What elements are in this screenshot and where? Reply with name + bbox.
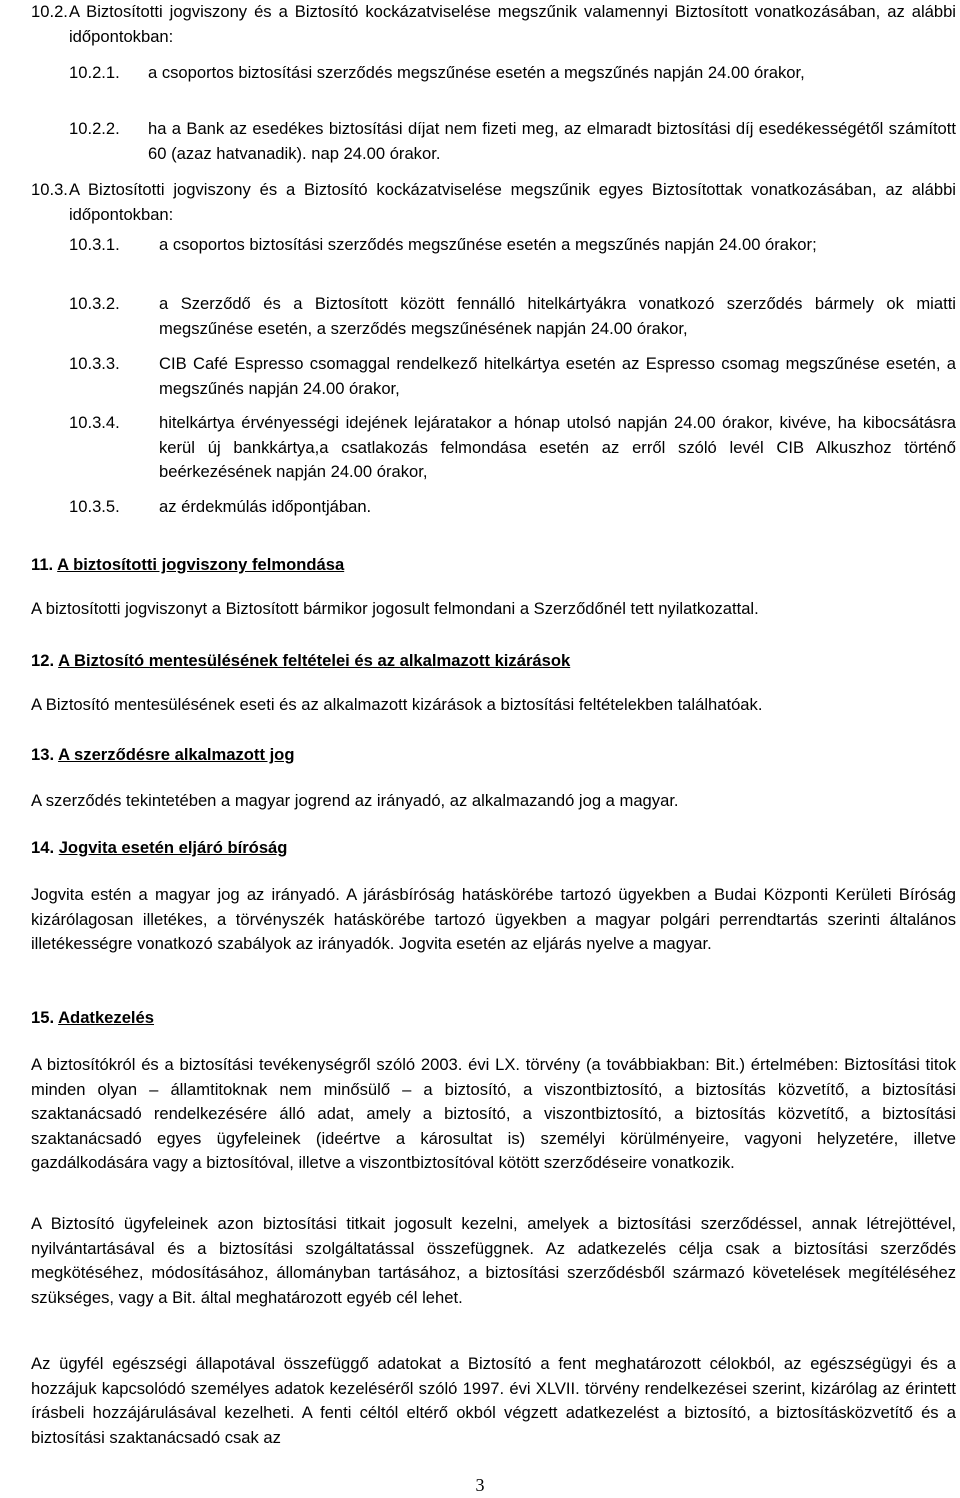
section-body: A Biztosító mentesülésének eseti és az alkalmazott kizárások a biztosítási feltételekben találhatóak. <box>31 695 763 714</box>
item-number: 10.3.5. <box>69 497 120 516</box>
item-text: ha a Bank az esedékes biztosítási díjat nem fizeti meg, az elmaradt biztosítási díj esedékességétől számított 60 (azaz hatvanadik). nap 24.00 órakor. <box>148 119 956 163</box>
section-paragraph: A Biztosító ügyfeleinek azon biztosítási titkait jogosult kezelni, amelyek a biztosítási szerződéssel, annak létrejöttével, nyilvántartásával és a biztosítási szolgáltatással összefüggnek. Az adatkezelés célja csak a biztosítási szerződés megkötéséhez, módosításához, állományban tartásához, a biztosítási szerződésből származó követelések megítéléséhez szükséges, vagy a Bit. által meghatározott egyéb cél lehet. <box>31 1214 956 1307</box>
heading-number: 14. <box>31 838 55 857</box>
item-number: 10.3.1. <box>69 235 120 254</box>
heading-number: 11. <box>31 555 54 574</box>
item-number: 10.3.2. <box>69 294 120 313</box>
heading-title: A szerződésre alkalmazott jog <box>58 745 295 764</box>
item-text: CIB Café Espresso csomaggal rendelkező hitelkártya esetén az Espresso csomag megszűnése esetén, a megszűnés napján 24.00 órakor, <box>159 354 956 398</box>
section-heading <box>31 1006 154 1031</box>
page-number: 3 <box>475 1475 485 1495</box>
section-text: A Biztosítotti jogviszony és a Biztosító kockázatviselése megszűnik valamennyi Biztosított vonatkozásában, az alábbi időpontokban: <box>69 2 956 46</box>
item-number: 10.2.2. <box>69 119 120 138</box>
section-number: 10.3. <box>31 180 68 199</box>
heading-number: 15. <box>31 1008 55 1027</box>
section-text: A Biztosítotti jogviszony és a Biztosító kockázatviselése megszűnik egyes Biztosítottak vonatkozásában, az alábbi időpontokban: <box>69 180 956 224</box>
section-paragraph: Az ügyfél egészségi állapotával összefüggő adatokat a Biztosító a fent meghatározott célokból, az egészségügyi és a hozzájuk kapcsolódó személyes adatok kezeléséről szóló 1997. évi XLVII. törvény rendelkezései szerint, kizárólag az érintett írásbeli hozzájárulásával kezelheti. A fenti céltól eltérő okból végzett adatkezelést a biztosító, a biztosításközvetítő és a biztosítási szaktanácsadó csak az <box>31 1354 956 1447</box>
section-heading <box>31 743 294 768</box>
section-heading <box>31 649 570 674</box>
item-text: a csoportos biztosítási szerződés megszűnése esetén a megszűnés napján 24.00 órakor; <box>159 235 817 254</box>
section-heading <box>31 553 344 578</box>
section-number: 10.2. <box>31 2 68 21</box>
heading-number: 13. <box>31 745 55 764</box>
item-number: 10.3.3. <box>69 354 120 373</box>
item-text: a csoportos biztosítási szerződés megszűnése esetén a megszűnés napján 24.00 órakor, <box>148 63 805 82</box>
heading-title: A Biztosító mentesülésének feltételei és az alkalmazott kizárások <box>58 651 571 670</box>
item-number: 10.3.4. <box>69 413 120 432</box>
heading-number: 12. <box>31 651 55 670</box>
item-text: hitelkártya érvényességi idejének lejáratakor a hónap utolsó napján 24.00 órakor, kivéve, ha kibocsátásra kerül új bankkártya,a csatlakozás felmondása esetén az erről szóló levél CIB Alkuszhoz történő beérkezésének napján 24.00 órakor, <box>159 413 956 481</box>
section-heading <box>31 836 287 861</box>
section-body: A biztosítotti jogviszonyt a Biztosított bármikor jogosult felmondani a Szerződőnél tett nyilatkozattal. <box>31 599 759 618</box>
heading-title: A biztosítotti jogviszony felmondása <box>57 555 345 574</box>
item-text: az érdekmúlás időpontjában. <box>159 497 372 516</box>
heading-title: Adatkezelés <box>58 1008 155 1027</box>
section-paragraph: A biztosítókról és a biztosítási tevékenységről szóló 2003. évi LX. törvény (a továbbiakban: Bit.) értelmében: Biztosítási titok minden olyan – államtitoknak nem minősülő – a biztosító, a viszontbiztosító, a biztosítás közvetítő, a biztosítási szaktanácsadó rendelkezésére álló adat, amely a biztosító, a viszontbiztosító, a biztosítás közvetítő, a biztosítási szaktanácsadó egyes ügyfeleinek (ideértve a károsultat is) személyi körülményeire, vagyoni helyzetére, illetve gazdálkodására vagy a biztosítóval, illetve a viszontbiztosítóval kötött szerződéseire vonatkozik. <box>31 1055 956 1172</box>
item-text: a Szerződő és a Biztosított között fennálló hitelkártyákra vonatkozó szerződés bármely ok miatti megszűnése esetén, a szerződés megszűnésének napján 24.00 órakor, <box>159 294 956 338</box>
section-body: Jogvita estén a magyar jog az irányadó. A járásbíróság hatáskörébe tartozó ügyekben a Budai Központi Kerületi Bíróság kizárólagosan illetékes, a törvényszék hatáskörébe tartozó ügyekben a magyar polgári perrendtartás szerinti általános illetékességre vonatkozó szabályok az irányadók. Jogvita esetén az eljárás nyelve a magyar. <box>31 885 956 953</box>
heading-title: Jogvita esetén eljáró bíróság <box>58 838 288 857</box>
section-body: A szerződés tekintetében a magyar jogrend az irányadó, az alkalmazandó jog a magyar. <box>31 791 679 810</box>
item-number: 10.2.1. <box>69 63 120 82</box>
